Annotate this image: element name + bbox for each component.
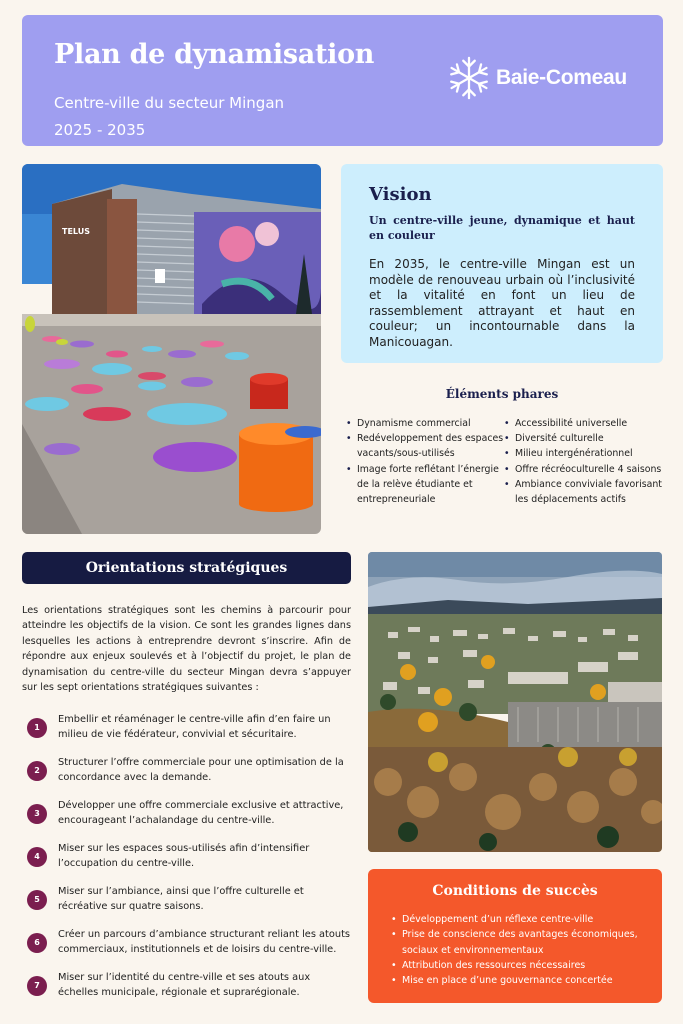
orientations-list: [22, 712, 351, 1013]
orientation-number: 4: [27, 847, 47, 867]
conditions-box: [368, 869, 662, 1003]
page-title: Plan de dynamisation: [54, 39, 375, 70]
orientation-number: 2: [27, 761, 47, 781]
photo-aerial-town: [368, 552, 662, 852]
orientation-item: [22, 841, 351, 884]
conditions-title: Conditions de succès: [432, 883, 598, 899]
orientations-title: Orientations stratégiques: [22, 552, 351, 584]
orientation-item: [22, 712, 351, 755]
phares-list-left: [346, 416, 504, 507]
list-item: • Offre récréoculturelle 4 saisons: [504, 462, 664, 477]
phares-title: Éléments phares: [445, 387, 559, 401]
list-item: • Mise en place d’une gouvernance concertée: [388, 973, 642, 988]
vision-title: Vision: [369, 184, 432, 205]
orientation-text: Développer une offre commerciale exclusive et attractive, encourageant l’achalandage du centre-ville.: [58, 800, 344, 827]
list-item: • Redéveloppement des espaces vacants/sous-utilisés: [346, 431, 504, 461]
page-years: 2025 - 2035: [54, 121, 146, 139]
page-subtitle: Centre-ville du secteur Mingan: [54, 94, 285, 112]
list-item: • Prise de conscience des avantages économiques, sociaux et environnementaux: [388, 927, 642, 958]
orientation-text: Miser sur l’identité du centre-ville et ses atouts aux échelles municipale, régionale et suprarégionale.: [58, 972, 311, 999]
orientation-item: [22, 927, 351, 970]
orientation-item: [22, 970, 351, 1013]
orientation-item: [22, 798, 351, 841]
snowflake-logo-icon: [446, 55, 492, 101]
orientation-number: 5: [27, 890, 47, 910]
logo-text: Baie-Comeau: [496, 66, 627, 89]
orientation-number: 7: [27, 976, 47, 996]
orientation-item: [22, 884, 351, 927]
photo-mural-plaza: [22, 164, 321, 534]
vision-box: [341, 164, 663, 363]
orientation-text: Miser sur les espaces sous-utilisés afin d’intensifier l’occupation du centre-ville.: [58, 843, 310, 870]
orientation-text: Embellir et réaménager le centre-ville afin d’en faire un milieu de vie fédérateur, convivial et sécuritaire.: [58, 714, 331, 741]
orientation-number: 1: [27, 718, 47, 738]
list-item: • Accessibilité universelle: [504, 416, 664, 431]
list-item: • Dynamisme commercial: [346, 416, 504, 431]
header-banner: [22, 15, 663, 146]
list-item: • Image forte reflétant l’énergie de la relève étudiante et entrepreneuriale: [346, 462, 504, 508]
orientation-item: [22, 755, 351, 798]
baie-comeau-logo: [446, 55, 627, 101]
orientation-number: 6: [27, 933, 47, 953]
orientation-number: 3: [27, 804, 47, 824]
list-item: • Attribution des ressources nécessaires: [388, 958, 642, 973]
list-item: • Développement d’un réflexe centre-ville: [388, 912, 642, 927]
orientation-text: Structurer l’offre commerciale pour une optimisation de la concordance avec la demande.: [58, 757, 344, 784]
orientations-intro: Les orientations stratégiques sont les chemins à parcourir pour atteindre les objectifs de la vision. Ce sont les grandes lignes dans lesquelles les actions à entreprendre devront s’inscrire. Afin de répondre aux enjeux soulevés et à l’objectif du projet, le plan de dynamisation du centre-ville du secteur Mingan devra s’appuyer sur les sept orientations stratégiques suivantes :: [22, 605, 351, 694]
orientation-text: Créer un parcours d’ambiance structurant reliant les atouts commerciaux, institutionnels et de loisirs du centre-ville.: [58, 929, 351, 956]
phares-list-right: [504, 416, 664, 507]
list-item: • Diversité culturelle: [504, 431, 664, 446]
vision-tagline: Un centre-ville jeune, dynamique et haut en couleur: [369, 214, 635, 242]
conditions-list: [388, 912, 642, 988]
vision-text: En 2035, le centre-ville Mingan est un modèle de renouveau urbain où l’inclusivité et la vitalité en font un lieu de rassemblement attrayant et haut en couleur; un incontournable dans la Manicouagan.: [369, 257, 635, 349]
orientation-text: Miser sur l’ambiance, ainsi que l’offre culturelle et récréative sur quatre saisons.: [58, 886, 304, 913]
telus-sign: TELUS: [62, 227, 90, 236]
list-item: • Milieu intergénérationnel: [504, 446, 664, 461]
list-item: • Ambiance conviviale favorisant les déplacements actifs: [504, 477, 664, 507]
